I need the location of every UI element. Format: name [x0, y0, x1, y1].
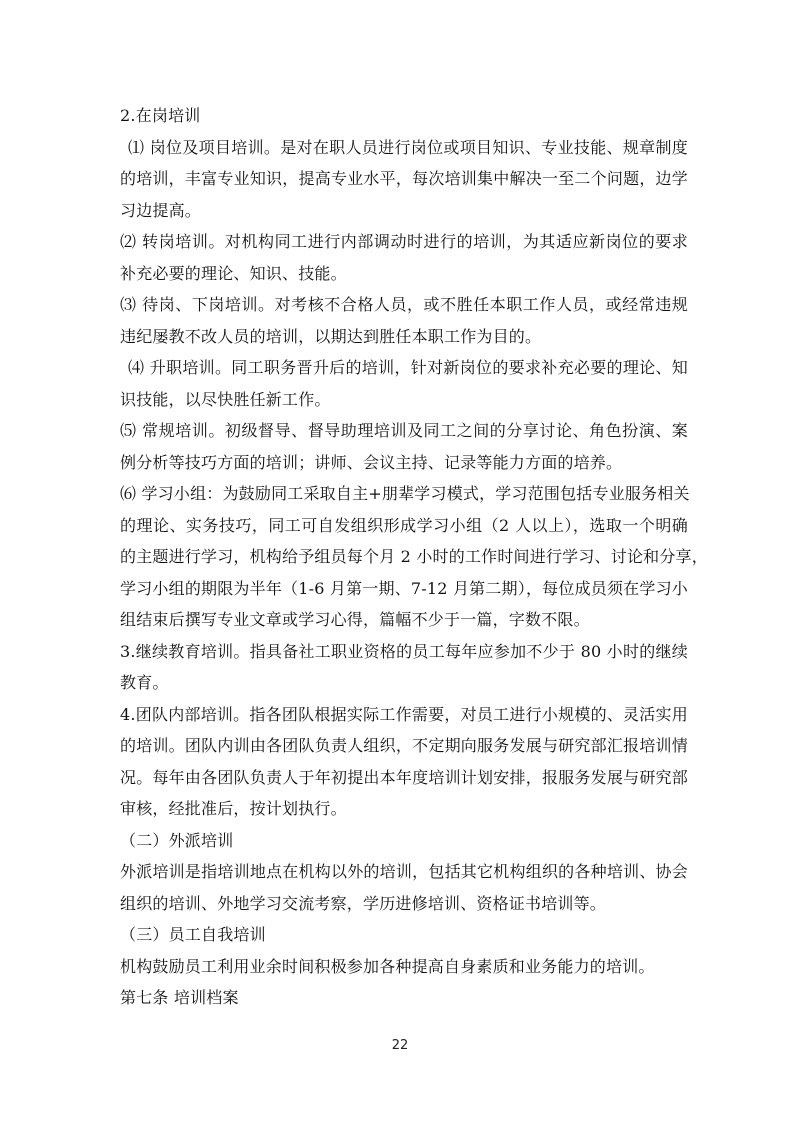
paragraph-line: 组结束后撰写专业文章或学习心得，篇幅不少于一篇，字数不限。 — [120, 610, 590, 629]
paragraph-line: 的主题进行学习，机构给予组员每个月 2 小时的工作时间进行学习、讨论和分享， — [120, 547, 708, 566]
paragraph-line: 况。每年由各团队负责人于年初提出本年度培训计划安排，报服务发展与研究部 — [120, 767, 688, 787]
paragraph-line: ⑶ 待岗、下岗培训。对考核不合格人员，或不胜任本职工作人员，或经常违规 — [120, 295, 688, 314]
paragraph-line: ⑸ 常规培训。初级督导、督导助理培训及同工之间的分享讨论、角色扮演、案 — [120, 421, 688, 440]
paragraph-line: 识技能，以尽快胜任新工作。 — [120, 389, 331, 409]
paragraph-line: 审核，经批准后，按计划执行。 — [120, 799, 347, 818]
paragraph-line: 违纪屡教不改人员的培训，以期达到胜任本职工作为目的。 — [120, 326, 542, 346]
subsection-heading: （三）员工自我培训 — [120, 925, 266, 944]
paragraph-line: 学习小组的期限为半年（1-6 月第一期、7-12 月第二期），每位成员须在学习小 — [120, 578, 688, 598]
page-number: 22 — [391, 1038, 409, 1053]
paragraph-line: 补充必要的理论、知识、技能。 — [120, 263, 347, 283]
paragraph-line: 的培训，丰富专业知识，提高专业水平，每次培训集中解决一至二个问题，边学 — [120, 169, 688, 188]
paragraph-line: 4.团队内部培训。指各团队根据实际工作需要，对员工进行小规模的、灵活实用 — [120, 704, 688, 724]
document-body — [120, 100, 708, 1014]
paragraph-line: 组织的培训、外地学习交流考察，学历进修培训、资格证书培训等。 — [120, 893, 607, 913]
paragraph-line: ⑷ 升职培训。同工职务晋升后的培训，针对新岗位的要求补充必要的理论、知 — [128, 358, 688, 377]
paragraph-line: 机构鼓励员工利用业余时间积极参加各种提高自身素质和业务能力的培训。 — [120, 956, 655, 976]
paragraph-line: 例分析等技巧方面的培训；讲师、会议主持、记录等能力方面的培养。 — [120, 452, 623, 472]
paragraph-line: 的培训。团队内训由各团队负责人组织，不定期向服务发展与研究部汇报培训情 — [120, 736, 688, 755]
paragraph-line: 习边提高。 — [120, 200, 202, 220]
paragraph-line: 外派培训是指培训地点在机构以外的培训，包括其它机构组织的各种培训、协会 — [120, 862, 688, 881]
paragraph-line: ⑴ 岗位及项目培训。是对在职人员进行岗位或项目知识、专业技能、规章制度 — [128, 137, 688, 157]
article-heading: 第七条 培训档案 — [120, 988, 239, 1007]
paragraph-line: 的理论、实务技巧，同工可自发组织形成学习小组（2 人以上），选取一个明确 — [120, 515, 688, 535]
paragraph-line: ⑵ 转岗培训。对机构同工进行内部调动时进行的培训，为其适应新岗位的要求 — [120, 232, 688, 251]
subsection-heading: （二）外派培训 — [120, 830, 234, 850]
paragraph-line: ⑹ 学习小组：为鼓励同工采取自主+朋辈学习模式，学习范围包括专业服务相关 — [120, 484, 690, 503]
section-heading: 2.在岗培训 — [120, 106, 201, 125]
paragraph-line: 教育。 — [120, 673, 169, 692]
paragraph-line: 3.继续教育培训。指具备社工职业资格的员工每年应参加不少于 80 小时的继续 — [120, 641, 688, 661]
